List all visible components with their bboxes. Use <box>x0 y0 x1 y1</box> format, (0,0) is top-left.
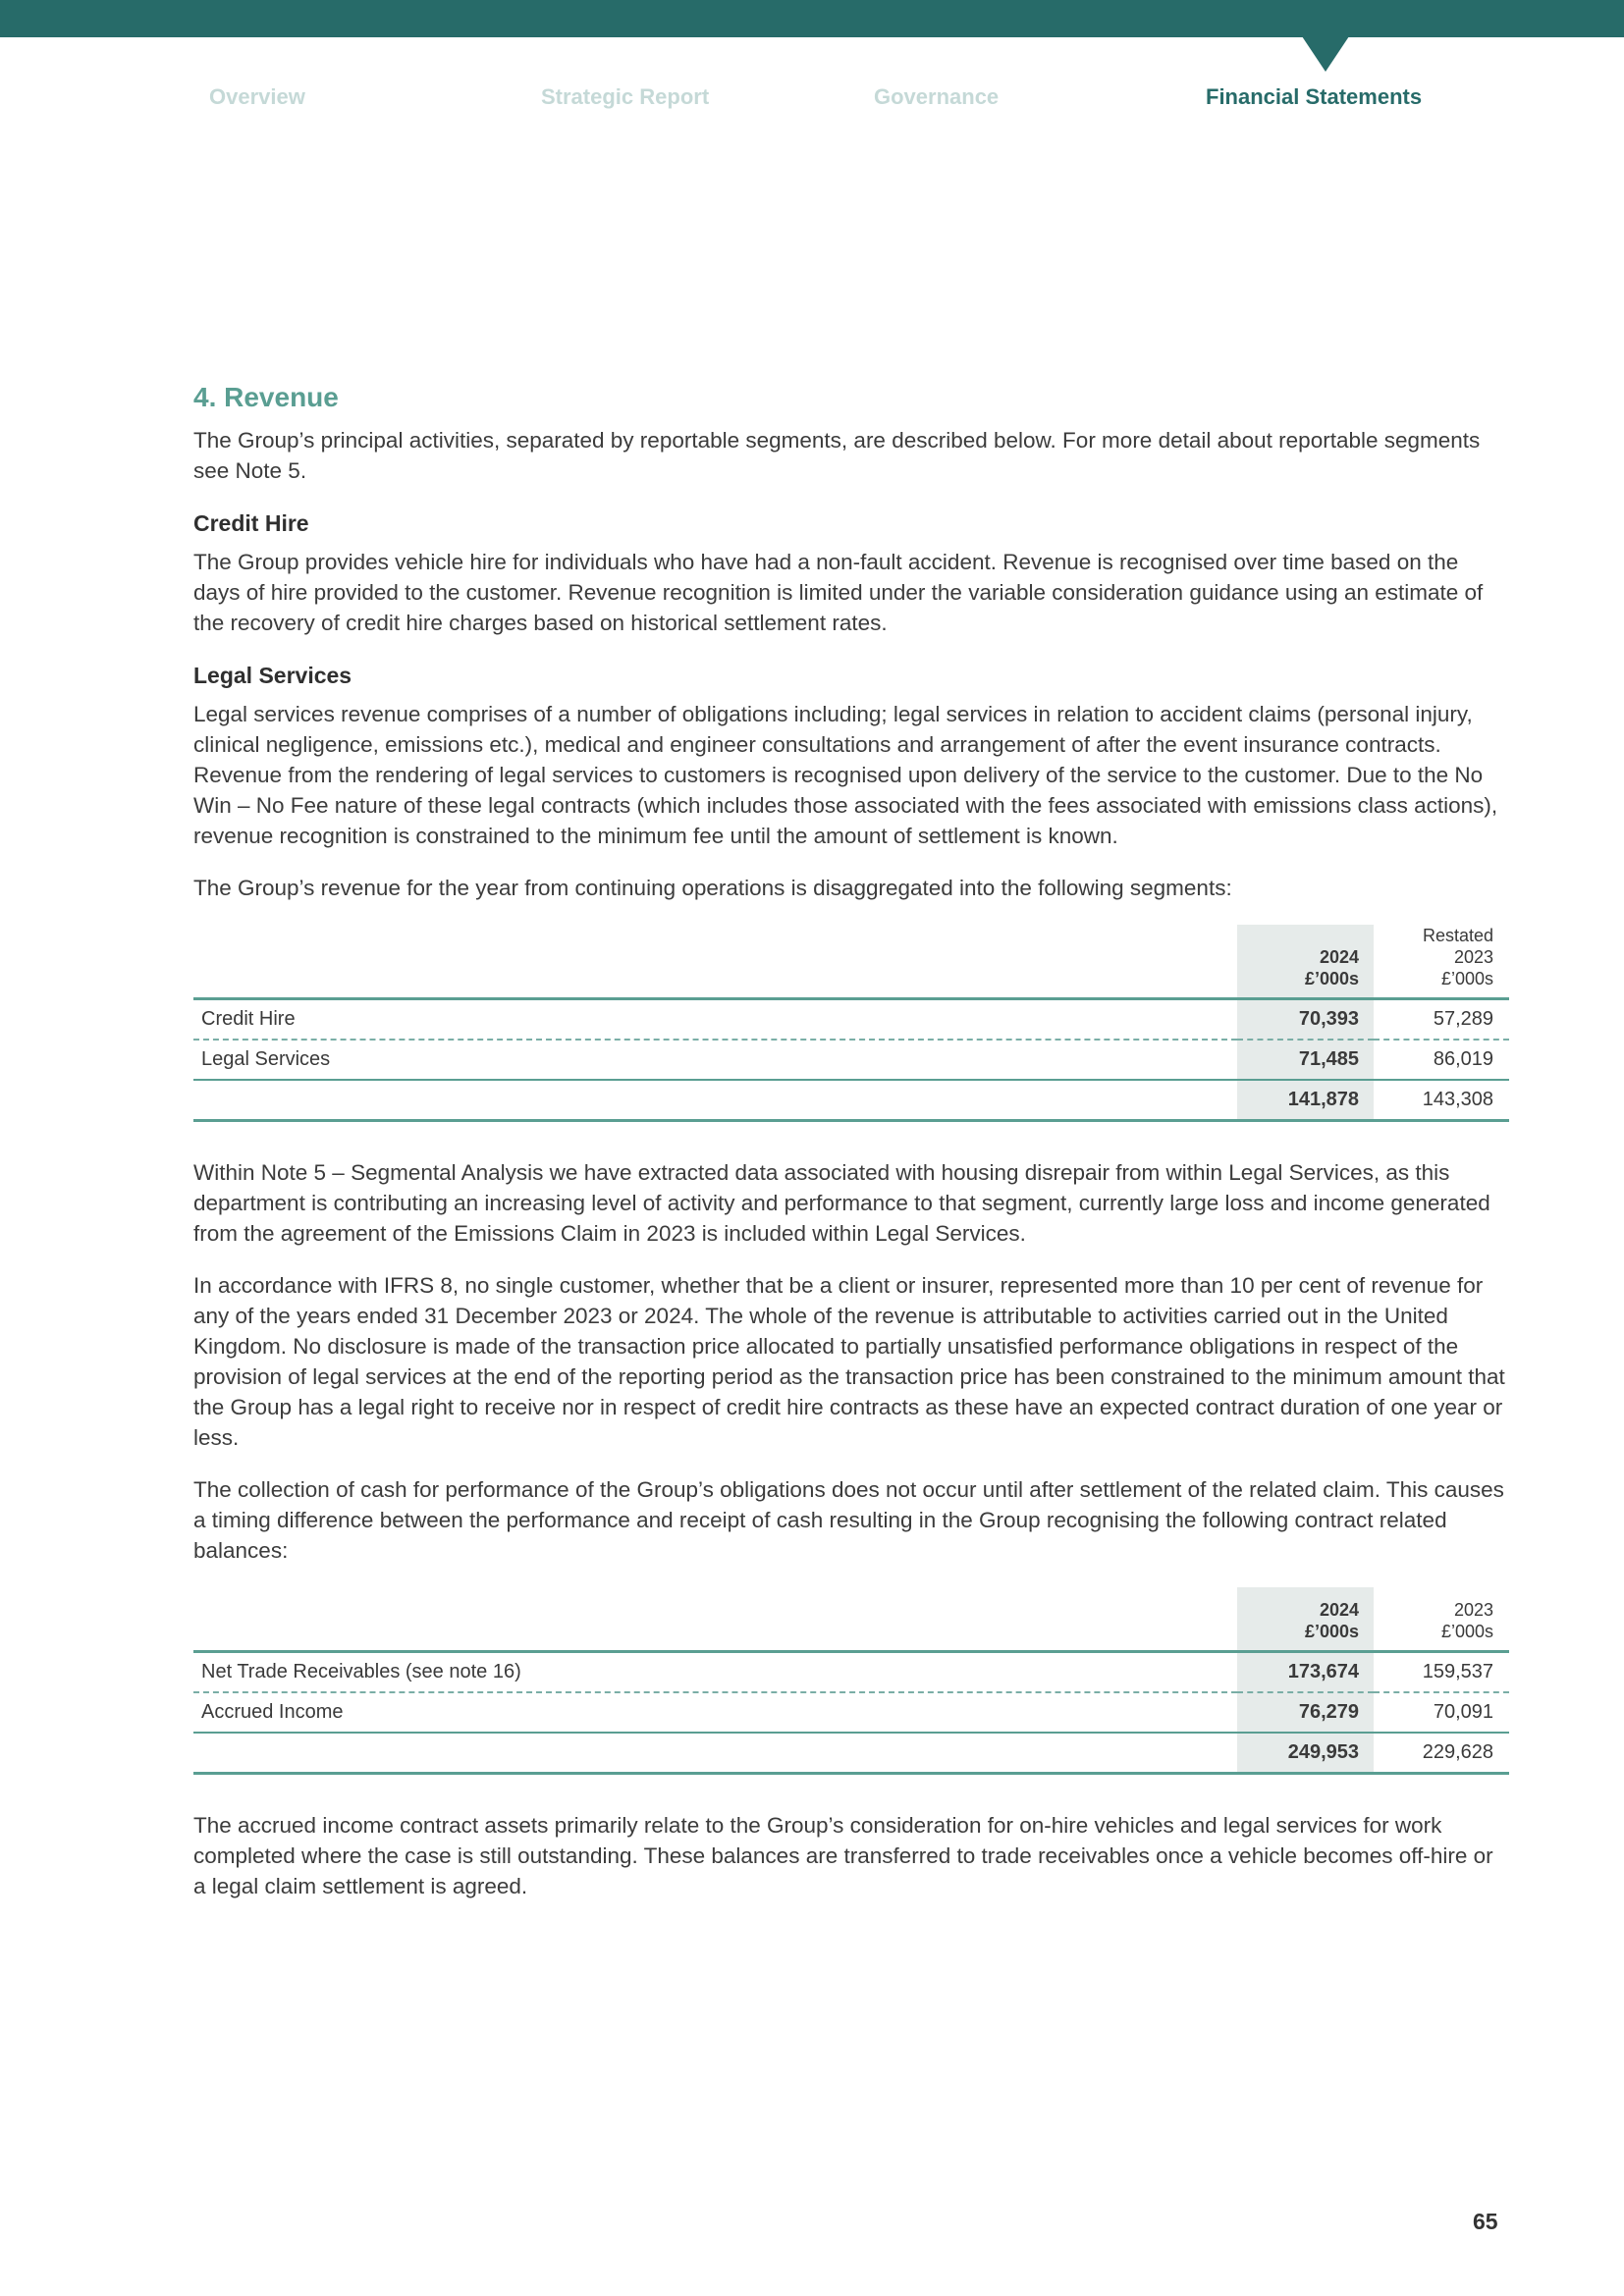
ifrs-paragraph: In accordance with IFRS 8, no single customer, whether that be a client or insurer, represented more than 10 per cent of revenue for any of the years ended 31 December 2023 or 2024. The whole of the revenue is attributable to activities carried out in the United Kingdom. No disclosure is made of the transaction price allocated to partially unsatisfied performance obligations in respect of the provision of legal services at the end of the reporting period as the transaction price has been constrained to the minimum amount that the Group has a legal right to receive nor in respect of credit hire contracts as these have an expected contract duration of one year or less. <box>193 1273 1505 1450</box>
table-header-row <box>193 1587 1509 1652</box>
table-row <box>193 1652 1509 1693</box>
credit-hire-paragraph: The Group provides vehicle hire for individuals who have had a non-fault accident. Revenue is recognised over time based on the days of hire provided to the customer. Revenue recognition is limited under the variable consideration guidance using an estimate of the recovery of credit hire charges based on historical settlement rates. <box>193 550 1484 635</box>
total-label <box>193 1080 1237 1121</box>
table-row <box>193 1692 1509 1733</box>
total-row <box>193 1733 1509 1774</box>
nav-strategic-report[interactable]: Strategic Report <box>541 84 710 109</box>
cash-collection-paragraph: The collection of cash for performance of the Group’s obligations does not occur until after settlement of the related claim. This causes a timing difference between the performance and receipt of cash resulting in the Group recognising the following contract related balances: <box>193 1477 1504 1563</box>
row-label: Accrued Income <box>201 1701 344 1723</box>
row-label: Net Trade Receivables (see note 16) <box>201 1661 521 1682</box>
current-year-header <box>1237 925 1374 999</box>
prior-year-header <box>1374 1587 1509 1652</box>
nav-financial-statements[interactable]: Financial Statements <box>1206 84 1423 109</box>
header-year: 2024 <box>1319 1600 1359 1620</box>
intro-paragraph: The Group’s principal activities, separated by reportable segments, are described below. For more detail about reportable segments see Note 5. <box>193 428 1481 483</box>
page-number: 65 <box>1473 2209 1498 2234</box>
prior-value: 86,019 <box>1433 1048 1493 1070</box>
contract-balances-table <box>193 1587 1509 1775</box>
prior-year-header <box>1374 925 1509 999</box>
total-prior-value: 143,308 <box>1422 1089 1493 1110</box>
revenue-segments-table <box>193 925 1509 1122</box>
table-row <box>193 999 1509 1041</box>
total-current-value: 249,953 <box>1237 1733 1374 1774</box>
current-value: 76,279 <box>1237 1692 1374 1733</box>
current-value: 70,393 <box>1237 999 1374 1041</box>
header-year: 2023 <box>1453 1600 1493 1620</box>
section-title: 4. Revenue <box>193 382 339 412</box>
row-label: Credit Hire <box>201 1008 296 1030</box>
header-unit: £’000s <box>1304 1622 1359 1641</box>
top-banner <box>0 0 1624 37</box>
row-label: Legal Services <box>201 1048 331 1070</box>
nav-overview[interactable]: Overview <box>209 84 305 109</box>
total-current-value: 141,878 <box>1237 1080 1374 1121</box>
current-year-header <box>1237 1587 1374 1652</box>
total-label <box>193 1733 1237 1774</box>
table-row <box>193 1040 1509 1080</box>
current-value: 71,485 <box>1237 1040 1374 1080</box>
prior-value: 159,537 <box>1422 1661 1493 1682</box>
credit-hire-heading: Credit Hire <box>193 510 309 536</box>
active-section-pointer-icon <box>1302 36 1349 72</box>
legal-services-paragraph: Legal services revenue comprises of a number of obligations including; legal services in relation to accident claims (personal injury, clinical negligence, emissions etc.), medical and engineer consultations and arrangement of after the event insurance contracts. Revenue from the rendering of legal services to customers is recognised upon delivery of the service to the customer. Due to the No Win – No Fee nature of these legal contracts (which includes those associated with the fees associated with emissions class actions), revenue recognition is constrained to the minimum fee until the amount of settlement is known. <box>193 702 1498 848</box>
total-row <box>193 1080 1509 1121</box>
accrued-income-paragraph: The accrued income contract assets primarily relate to the Group’s consideration for on-hire vehicles and legal services for work completed where the case is still outstanding. These balances are transferred to trade receivables once a vehicle becomes off-hire or a legal claim settlement is agreed. <box>193 1813 1493 1898</box>
prior-value: 70,091 <box>1433 1701 1493 1723</box>
revenue-table-intro: The Group’s revenue for the year from continuing operations is disaggregated into the following segments: <box>193 876 1232 900</box>
revenue-note <box>193 378 1509 1923</box>
legal-services-heading: Legal Services <box>193 663 352 688</box>
header-unit: £’000s <box>1440 1622 1493 1641</box>
prior-value: 57,289 <box>1433 1008 1493 1030</box>
total-prior-value: 229,628 <box>1422 1741 1493 1763</box>
segmental-paragraph: Within Note 5 – Segmental Analysis we have extracted data associated with housing disrepair from within Legal Services, as this department is contributing an increasing level of activity and performance to that segment, currently large loss and income generated from the agreement of the Emissions Claim in 2023 is included within Legal Services. <box>193 1160 1490 1246</box>
header-unit: £’000s <box>1440 969 1493 988</box>
header-unit: £’000s <box>1304 969 1359 988</box>
header-year: 2023 <box>1453 947 1493 967</box>
table-header-row <box>193 925 1509 999</box>
current-value: 173,674 <box>1237 1652 1374 1693</box>
header-year: 2024 <box>1319 947 1359 967</box>
nav-governance[interactable]: Governance <box>874 84 1000 109</box>
header-restated: Restated <box>1422 926 1493 945</box>
label-column-header <box>193 1587 1237 1652</box>
section-nav <box>0 84 1624 114</box>
label-column-header <box>193 925 1237 999</box>
